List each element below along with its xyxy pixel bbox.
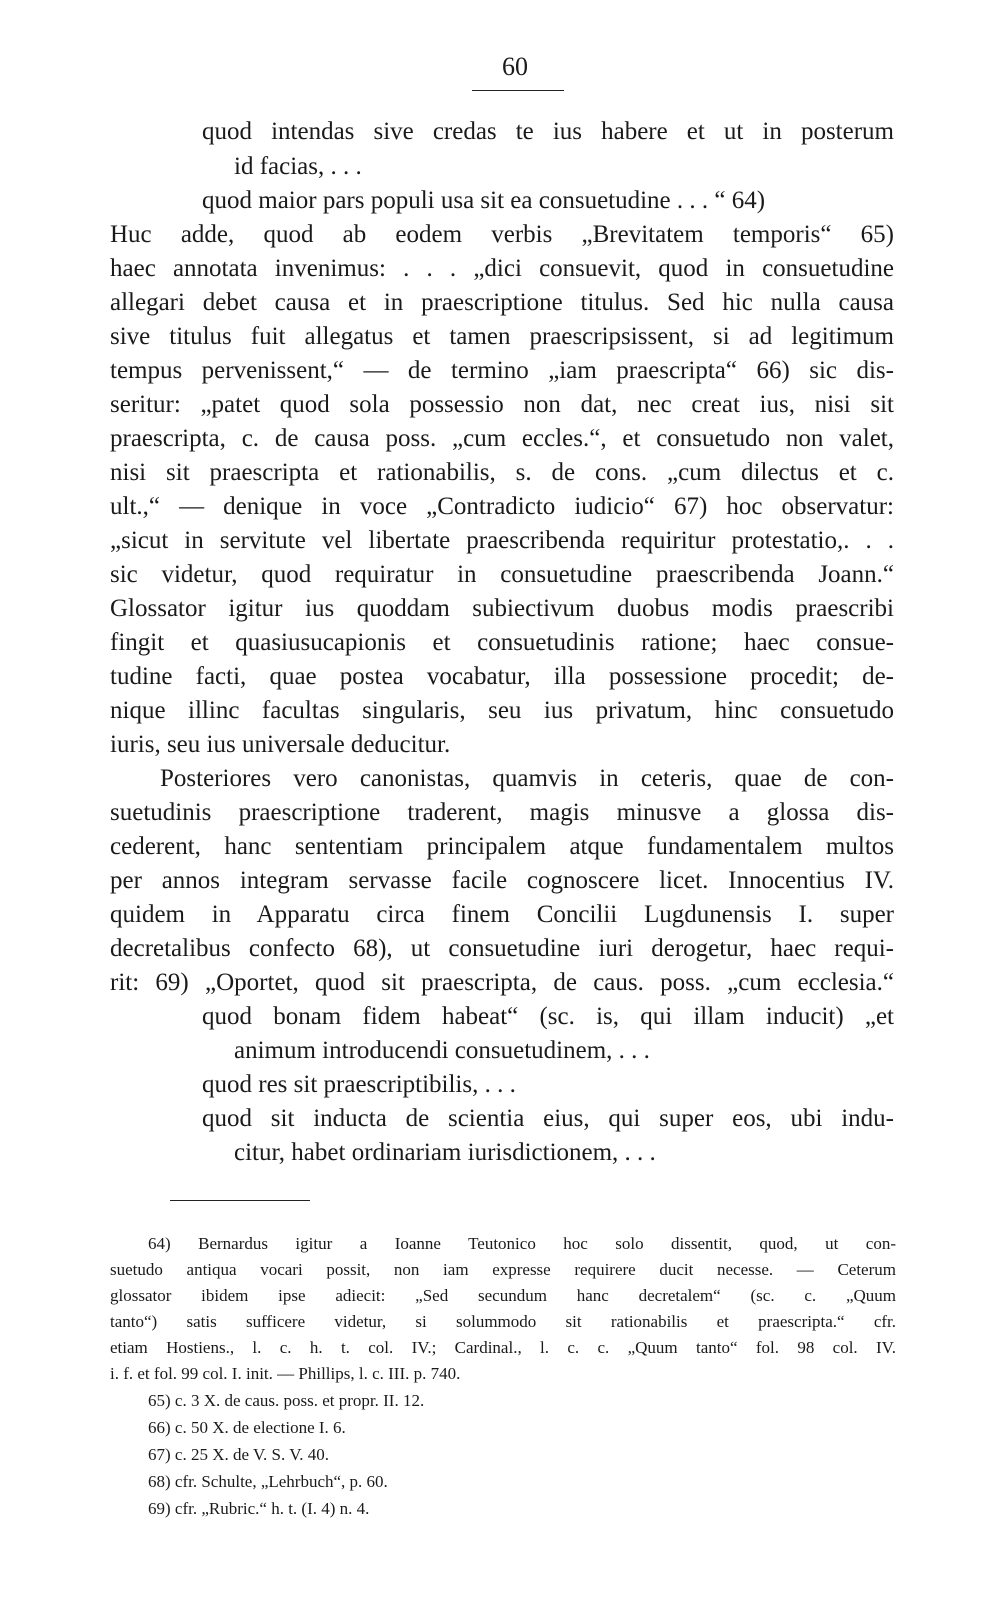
text-line: cederent, hanc sententiam principalem atque fundamentalem multos (110, 833, 894, 860)
text-line: citur, habet ordinariam iurisdictionem, . . . (234, 1139, 656, 1166)
text-line: rit: 69) „Oportet, quod sit praescripta, de caus. poss. „cum ecclesia.“ (110, 969, 894, 996)
footnote-line: 66) c. 50 X. de electione I. 6. (148, 1418, 346, 1437)
text-line: haec annotata invenimus: . . . „dici consuevit, quod in consuetudine (110, 255, 894, 282)
text-line: animum introducendi consuetudinem, . . . (234, 1037, 650, 1064)
text-line: quod sit inducta de scientia eius, qui super eos, ubi indu- (202, 1105, 894, 1132)
text-line: per annos integram servasse facile cognoscere licet. Innocentius IV. (110, 867, 894, 894)
footnote-line: glossator ibidem ipse adiecit: „Sed secundum hanc decretalem“ (sc. c. „Quum (110, 1286, 896, 1305)
text-line: iuris, seu ius universale deducitur. (110, 731, 451, 758)
text-line: tempus pervenissent,“ — de termino „iam praescripta“ 66) sic dis- (110, 357, 894, 384)
text-line: tudine facti, quae postea vocabatur, illa possessione procedit; de- (110, 663, 894, 690)
text-line: quidem in Apparatu circa finem Concilii Lugdunensis I. super (110, 901, 894, 928)
text-line: sic videtur, quod requiratur in consuetudine praescribenda Joann.“ (110, 561, 894, 588)
text-line: Posteriores vero canonistas, quamvis in ceteris, quae de con- (160, 765, 894, 792)
text-line: „sicut in servitute vel libertate praescribenda requiritur protestatio,. . . (110, 527, 894, 554)
footnote-line: 69) cfr. „Rubric.“ h. t. (I. 4) n. 4. (148, 1499, 370, 1518)
text-line: quod maior pars populi usa sit ea consuetudine . . . “ 64) (202, 187, 766, 214)
footnote-line: i. f. et fol. 99 col. I. init. — Phillips, l. c. III. p. 740. (110, 1364, 461, 1383)
page-number: 60 (502, 52, 528, 81)
text-line: Glossator igitur ius quoddam subiectivum duobus modis praescribi (110, 595, 894, 622)
text-line: sive titulus fuit allegatus et tamen praescripsissent, si ad legitimum (110, 323, 894, 350)
footnote-line: 65) c. 3 X. de caus. poss. et propr. II. 12. (148, 1391, 425, 1410)
text-line: decretalibus confecto 68), ut consuetudine iuri derogetur, haec requi- (110, 935, 894, 962)
text-line: praescripta, c. de causa poss. „cum eccles.“, et consuetudo non valet, (110, 425, 894, 452)
text-line: quod intendas sive credas te ius habere et ut in posterum (202, 118, 894, 145)
page-number-rule (472, 90, 564, 91)
text-line: nisi sit praescripta et rationabilis, s. de cons. „cum dilectus et c. (110, 459, 894, 486)
footnote-line: suetudo antiqua vocari possit, non iam expresse requirere ducit necesse. — Ceterum (110, 1260, 896, 1279)
footnote-line: tanto“) satis sufficere videtur, si solummodo sit rationabilis et praescripta.“ cfr. (110, 1312, 896, 1331)
text-line: Huc adde, quod ab eodem verbis „Brevitatem temporis“ 65) (110, 221, 894, 248)
footnote-line: 64) Bernardus igitur a Ioanne Teutonico hoc solo dissentit, quod, ut con- (148, 1234, 896, 1253)
text-line: nique illinc facultas singularis, seu ius privatum, hinc consuetudo (110, 697, 894, 724)
text-line: suetudinis praescriptione traderent, magis minusve a glossa dis- (110, 799, 894, 826)
text-line: seritur: „patet quod sola possessio non dat, nec creat ius, nisi sit (110, 391, 894, 418)
text-line: quod bonam fidem habeat“ (sc. is, qui illam inducit) „et (202, 1003, 894, 1030)
footnote-line: 68) cfr. Schulte, „Lehrbuch“, p. 60. (148, 1472, 388, 1491)
text-line: id facias, . . . (234, 153, 362, 180)
text-line: fingit et quasiusucapionis et consuetudinis ratione; haec consue- (110, 629, 894, 656)
text-line: allegari debet causa et in praescriptione titulus. Sed hic nulla causa (110, 289, 894, 316)
text-line: quod res sit praescriptibilis, . . . (202, 1071, 516, 1098)
footnote-line: 67) c. 25 X. de V. S. V. 40. (148, 1445, 330, 1464)
footnote-separator (170, 1200, 310, 1201)
text-line: ult.,“ — denique in voce „Contradicto iudicio“ 67) hoc observatur: (110, 493, 894, 520)
footnote-line: etiam Hostiens., l. c. h. t. col. IV.; Cardinal., l. c. c. „Quum tanto“ fol. 98 col. IV. (110, 1338, 896, 1357)
